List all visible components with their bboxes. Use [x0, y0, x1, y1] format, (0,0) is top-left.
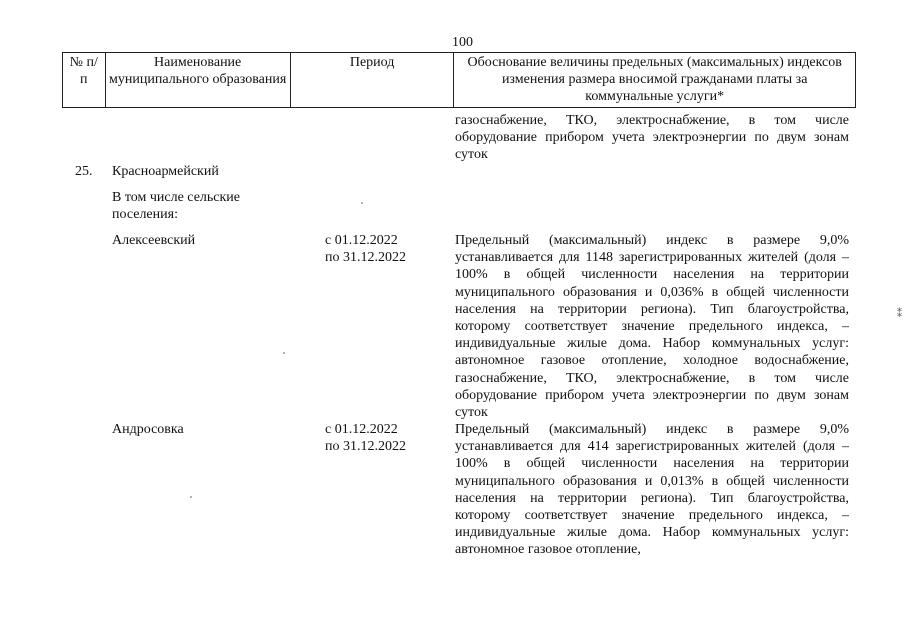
period-to: по 31.12.2022	[325, 250, 406, 266]
row-basis-alekseevsky: Предельный (максимальный) индекс в размере 9,0% устанавливается для 1148 зарегистрированных жителей (доля – 100% в общей численности населения на территории муниципального образования и 0,036% в общей численности населения на территории региона). Тип благоустройства, которому соответствует значение предельного индекса, – индивидуальные жилые дома. Набор коммунальных услуг: автономное газовое отопление, холодное водоснабжение, газоснабжение, ТКО, электроснабжение, в том числе оборудование прибором учета электроэнергии по двум зонам суток	[455, 233, 849, 421]
continuation-text: газоснабжение, ТКО, электроснабжение, в том числе оборудование прибором учета электроэнергии по двум зонам суток	[455, 113, 849, 163]
scan-speck	[361, 202, 363, 204]
margin-mark: ⁑	[897, 309, 902, 320]
header-col-name: Наименование муниципального образования	[105, 53, 290, 108]
scan-speck	[190, 496, 192, 498]
row-period-alekseevsky	[325, 232, 425, 266]
row-basis-androsovka: Предельный (максимальный) индекс в размере 9,0% устанавливается для 414 зарегистрированных жителей (доля – 100% в общей численности населения на территории муниципального образования и 0,013% в общей численности населения на территории региона). Тип благоустройства, которому соответствует значение предельного индекса, – индивидуальные жилые дома. Набор коммунальных услуг: автономное газовое отопление,	[455, 422, 849, 558]
header-col-period: Период	[290, 53, 454, 108]
period-from: с 01.12.2022	[325, 233, 398, 248]
district-subheading: В том числе сельские поселения:	[112, 190, 241, 223]
table-header	[62, 52, 856, 108]
row-period-androsovka	[325, 421, 425, 455]
row-name-androsovka: Андросовка	[112, 422, 184, 437]
page-number: 100	[452, 35, 473, 50]
period-from: с 01.12.2022	[325, 422, 398, 437]
district-number: 25.	[75, 164, 93, 179]
district-name: Красноармейский	[112, 164, 219, 179]
header-col-number: № п/п	[63, 53, 106, 108]
scan-speck	[283, 352, 285, 354]
period-to: по 31.12.2022	[325, 439, 406, 455]
row-name-alekseevsky: Алексеевский	[112, 233, 196, 248]
header-col-basis: Обоснование величины предельных (максимальных) индексов изменения размера вносимой гражданами платы за коммунальные услуги*	[454, 53, 856, 108]
